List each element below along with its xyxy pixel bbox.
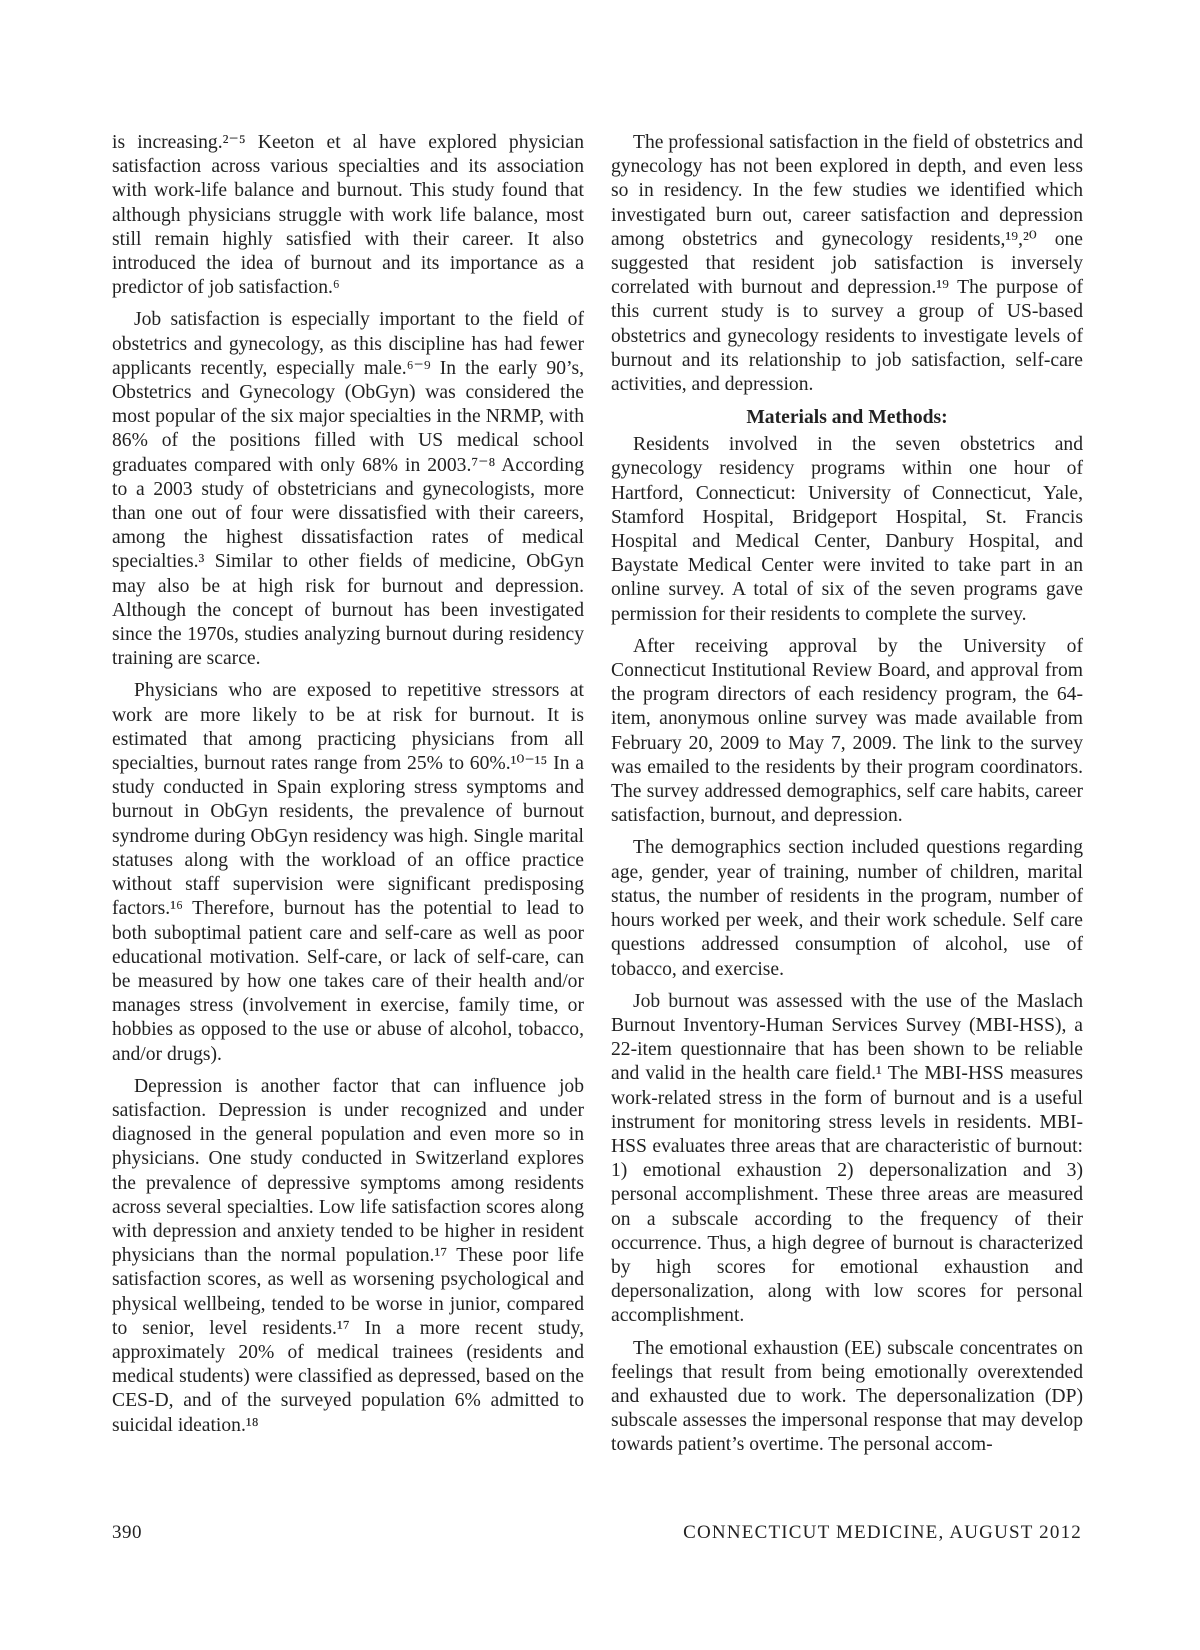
page-number: 390 <box>112 1522 142 1543</box>
body-paragraph: Depression is another factor that can influence job satisfaction. Depression is under recognized and under diagnosed in the general population and even more so in physicians. One study conducted in Switzerland explores the prevalence of depressive symptoms among residents across several specialties. Low life satisfaction scores along with depression and anxiety tended to be higher in resident physicians than the normal population.¹⁷ These poor life satisfaction scores, as well as worsening psychological and physical wellbeing, tended to be worse in junior, compared to senior, level residents.¹⁷ In a more recent study, approximately 20% of medical trainees (residents and medical students) were classified as depressed, based on the CES-D, and of the surveyed population 6% admitted to suicidal ideation.¹⁸ <box>112 1075 584 1436</box>
body-paragraph: is increasing.²⁻⁵ Keeton et al have explored physician satisfaction across various specialties and its association with work-life balance and burnout. This study found that although physicians struggle with work life balance, most still remain highly satisfied with their career. It also introduced the idea of burnout and its importance as a predictor of job satisfaction.⁶ <box>112 132 584 299</box>
body-paragraph: Job burnout was assessed with the use of the Maslach Burnout Inventory-Human Services Survey (MBI-HSS), a 22-item questionnaire that has been shown to be reliable and valid in the health care field.¹ The MBI-HSS measures work-related stress in the form of burnout and is a useful instrument for monitoring stress levels in residents. MBI-HSS evaluates three areas that are characteristic of burnout: 1) emotional exhaustion 2) depersonalization and 3) personal accomplishment. These three areas are measured on a subscale according to the frequency of their occurrence. Thus, a high degree of burnout is characterized by high scores for emotional exhaustion and depersonalization, along with low scores for personal accomplishment. <box>611 990 1083 1327</box>
left-column <box>112 131 584 1446</box>
right-column <box>611 131 1083 1466</box>
body-paragraph: Physicians who are exposed to repetitive stressors at work are more likely to be at risk for burnout. It is estimated that among practicing physicians from all specialties, burnout rates range from 25% to 60%.¹⁰⁻¹⁵ In a study conducted in Spain exploring stress symptoms and burnout in ObGyn residents, the prevalence of burnout syndrome during ObGyn residency was high. Single marital statuses along with the workload of an office practice without staff supervision were significant predisposing factors.¹⁶ Therefore, burnout has the potential to lead to both suboptimal patient care and self-care as well as poor educational motivation. Self-care, or lack of self-care, can be measured by how one takes care of their health and/or manages stress (involvement in exercise, family time, or hobbies as opposed to the use or abuse of alcohol, tobacco, and/or drugs). <box>112 680 584 1065</box>
section-heading: Materials and Methods: <box>746 407 948 429</box>
body-paragraph: Job satisfaction is especially important to the field of obstetrics and gynecology, as this discipline has had fewer applicants recently, especially male.⁶⁻⁹ In the early 90’s, Obstetrics and Gynecology (ObGyn) was considered the most popular of the six major specialties in the NRMP, with 86% of the positions filled with US medical school graduates compared with only 68% in 2003.⁷⁻⁸ According to a 2003 study of obstetricians and gynecologists, more than one out of four were dissatisfied with their careers, among the highest dissatisfaction rates of medical specialties.³ Similar to other fields of medicine, ObGyn may also be at high risk for burnout and depression. Although the concept of burnout has been investigated since the 1970s, studies analyzing burnout during residency training are scarce. <box>112 309 584 670</box>
body-paragraph: After receiving approval by the University of Connecticut Institutional Review Board, and approval from the program directors of each residency program, the 64-item, anonymous online survey was made available from February 20, 2009 to May 7, 2009. The link to the survey was emailed to the residents by their program coordinators. The survey addressed demographics, self care habits, career satisfaction, burnout, and depression. <box>611 635 1083 827</box>
body-paragraph: Residents involved in the seven obstetrics and gynecology residency programs within one hour of Hartford, Connecticut: University of Connecticut, Yale, Stamford Hospital, Bridgeport Hospital, St. Francis Hospital and Medical Center, Danbury Hospital, and Baystate Medical Center were invited to take part in an online survey. A total of six of the seven programs gave permission for their residents to complete the survey. <box>611 434 1083 625</box>
journal-footer: CONNECTICUT MEDICINE, AUGUST 2012 <box>683 1522 1082 1543</box>
body-paragraph: The emotional exhaustion (EE) subscale concentrates on feelings that result from being emotionally overextended and exhausted due to work. The depersonalization (DP) subscale assesses the impersonal response that may develop towards patient’s overtime. The personal accom- <box>611 1337 1083 1456</box>
intro-paragraph: The professional satisfaction in the field of obstetrics and gynecology has not been explored in depth, and even less so in residency. In the few studies we identified which investigated burn out, career satisfaction and depression among obstetrics and gynecology residents,¹⁹,²⁰ one suggested that resident job satisfaction is inversely correlated with burnout and depression.¹⁹ The purpose of this current study is to survey a group of US-based obstetrics and gynecology residents to investigate levels of burnout and its relationship to job satisfaction, self-care activities, and depression. <box>611 132 1083 396</box>
body-paragraph: The demographics section included questions regarding age, gender, year of training, number of children, marital status, the number of residents in the program, number of hours worked per week, and their work schedule. Self care questions addressed consumption of alcohol, use of tobacco, and exercise. <box>611 837 1083 980</box>
